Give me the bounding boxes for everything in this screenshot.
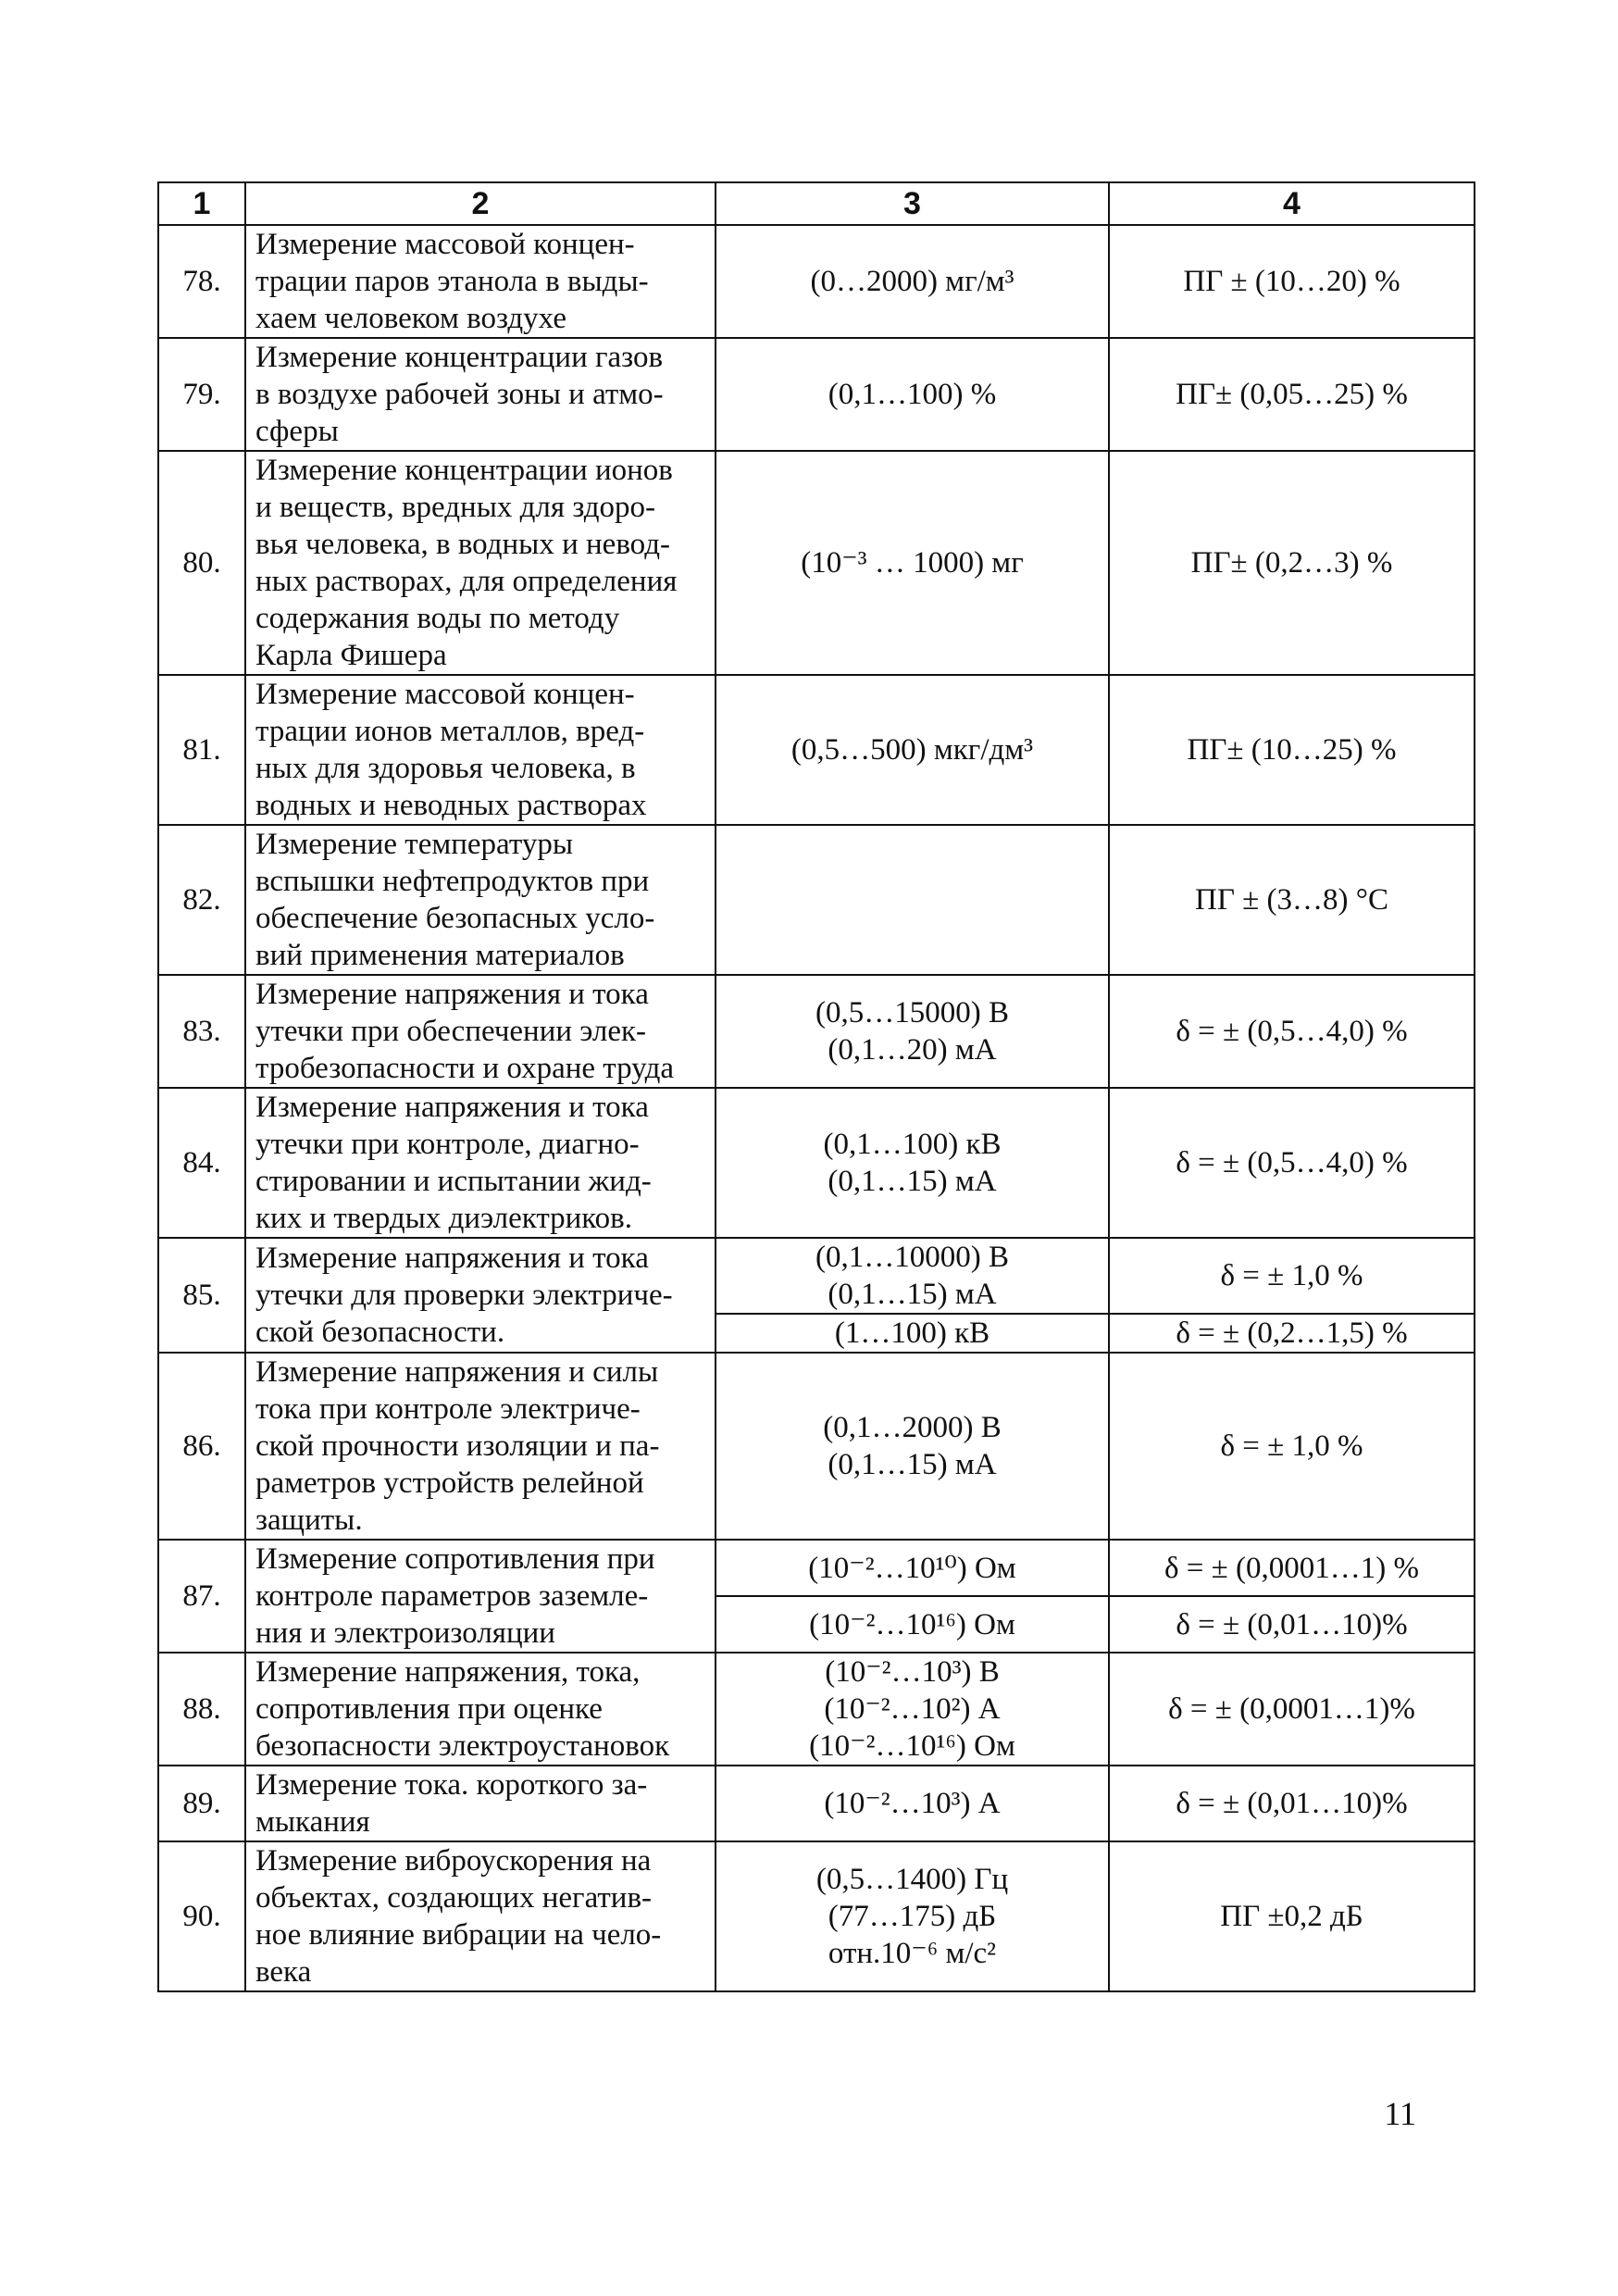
table-row — [158, 1766, 1475, 1841]
description-line: ния и электроизоляции — [255, 1616, 555, 1650]
description-line: века — [255, 1955, 312, 1989]
measurement-description — [245, 1841, 716, 1991]
measurement-accuracy: ПГ± (0,2…3) % — [1109, 451, 1475, 675]
measurement-range — [716, 225, 1109, 338]
measurement-description — [245, 1353, 716, 1540]
measurement-range — [716, 1314, 1109, 1353]
range-line: (10⁻²…10³) А — [824, 1787, 1001, 1820]
measurement-accuracy: ПГ ± (10…20) % — [1109, 225, 1475, 338]
table-row — [158, 338, 1475, 451]
range-line: (0,1…20) мА — [828, 1033, 997, 1067]
range-line: (10⁻²…10¹⁶) Ом — [809, 1607, 1015, 1641]
measurement-description — [245, 1540, 716, 1653]
measurement-range — [716, 1766, 1109, 1841]
measurement-range — [716, 675, 1109, 825]
range-line: (10⁻²…10²) А — [824, 1692, 1001, 1726]
range-line: (0,1…15) мА — [828, 1448, 997, 1481]
measurement-accuracy: δ = ± (0,0001…1) % — [1109, 1540, 1475, 1596]
description-line: сферы — [255, 415, 339, 448]
measurement-range — [716, 1841, 1109, 1991]
range-line: (0,1…15) мА — [828, 1278, 997, 1311]
row-number: 87. — [158, 1540, 245, 1653]
table-row — [158, 1841, 1475, 1991]
measurement-accuracy: δ = ± 1,0 % — [1109, 1238, 1475, 1314]
range-line: (1…100) кВ — [834, 1316, 990, 1350]
measurement-description — [245, 1088, 716, 1238]
range-line: (0,1…2000) В — [823, 1411, 1002, 1444]
description-line: тробезопасности и охране труда — [255, 1052, 675, 1085]
header-col-4: 4 — [1109, 182, 1475, 225]
description-line: водных и неводных растворах — [255, 789, 647, 822]
table-row — [158, 1238, 1475, 1314]
description-line: раметров устройств релейной — [255, 1466, 644, 1500]
measurement-range — [716, 1540, 1109, 1596]
range-line: (0,1…15) мА — [828, 1165, 997, 1198]
description-line: Измерение тока. короткого за- — [255, 1768, 648, 1802]
table-row — [158, 1088, 1475, 1238]
measurement-description — [245, 225, 716, 338]
row-number: 89. — [158, 1766, 245, 1841]
table-body — [158, 225, 1475, 1991]
range-line: (0…2000) мг/м³ — [810, 265, 1014, 298]
description-line: Измерение напряжения и тока — [255, 1091, 649, 1124]
row-number: 90. — [158, 1841, 245, 1991]
range-line: (10⁻²…10¹⁶) Ом — [809, 1729, 1015, 1763]
description-line: хаем человеком воздухе — [255, 302, 567, 335]
description-line: Измерение массовой концен- — [255, 678, 635, 711]
range-line: (0,1…100) кВ — [823, 1128, 1002, 1161]
header-col-3: 3 — [716, 182, 1109, 225]
range-line: (0,5…1400) Гц — [815, 1863, 1009, 1896]
row-number: 82. — [158, 825, 245, 975]
description-line: ской прочности изоляции и па- — [255, 1429, 660, 1463]
description-line: Измерение температуры — [255, 828, 574, 861]
description-line: Измерение напряжения и тока — [255, 1242, 649, 1275]
description-line: Измерение массовой концен- — [255, 228, 635, 261]
description-line: утечки при контроле, диагно- — [255, 1128, 640, 1161]
page-number: 11 — [1384, 2095, 1416, 2132]
row-number: 85. — [158, 1238, 245, 1353]
description-line: стировании и испытании жид- — [255, 1165, 652, 1198]
description-line: содержания воды по методу — [255, 602, 620, 635]
measurement-accuracy: ПГ± (10…25) % — [1109, 675, 1475, 825]
description-line: обеспечение безопасных усло- — [255, 902, 655, 935]
measurement-accuracy: ПГ ±0,2 дБ — [1109, 1841, 1475, 1991]
description-line: Измерение концентрации газов — [255, 341, 664, 374]
header-col-2: 2 — [245, 182, 716, 225]
table-row — [158, 1653, 1475, 1766]
description-line: Измерение виброускорения на — [255, 1844, 652, 1878]
description-line: ких и твердых диэлектриков. — [255, 1202, 632, 1235]
description-line: утечки при обеспечении элек- — [255, 1015, 646, 1048]
table-row — [158, 975, 1475, 1088]
range-line: (0,1…10000) В — [815, 1241, 1009, 1274]
measurement-description — [245, 975, 716, 1088]
range-line: (0,5…15000) В — [815, 996, 1009, 1029]
measurement-range — [716, 338, 1109, 451]
measurement-accuracy: δ = ± (0,01…10)% — [1109, 1766, 1475, 1841]
measurement-range — [716, 1353, 1109, 1540]
description-line: ное влияние вибрации на чело- — [255, 1918, 662, 1952]
measurement-accuracy: δ = ± (0,01…10)% — [1109, 1596, 1475, 1653]
description-line: Измерение напряжения и тока — [255, 978, 649, 1011]
range-line: (10⁻²…10¹⁰) Ом — [808, 1551, 1016, 1585]
range-line: отн.10⁻⁶ м/с² — [828, 1937, 997, 1970]
description-line: Измерение концентрации ионов — [255, 454, 673, 487]
range-line: (77…175) дБ — [828, 1900, 997, 1933]
measurement-accuracy: ПГ ± (3…8) °С — [1109, 825, 1475, 975]
range-line: (10⁻²…10³) В — [825, 1655, 1000, 1689]
description-line: Измерение напряжения и силы — [255, 1355, 659, 1389]
description-line: защиты. — [255, 1504, 363, 1537]
range-line: (0,1…100) % — [828, 378, 997, 411]
measurement-range — [716, 975, 1109, 1088]
measurement-description — [245, 825, 716, 975]
measurement-accuracy: δ = ± (0,2…1,5) % — [1109, 1314, 1475, 1353]
description-line: в воздухе рабочей зоны и атмо- — [255, 378, 664, 411]
description-line: утечки для проверки электриче- — [255, 1279, 673, 1312]
table-row — [158, 675, 1475, 825]
measurement-accuracy: δ = ± (0,0001…1)% — [1109, 1653, 1475, 1766]
description-line: объектах, создающих негатив- — [255, 1881, 653, 1915]
description-line: Карла Фишера — [255, 639, 447, 672]
measurement-description — [245, 1238, 716, 1353]
row-number: 84. — [158, 1088, 245, 1238]
measurement-accuracy: δ = ± (0,5…4,0) % — [1109, 975, 1475, 1088]
measurement-range — [716, 1596, 1109, 1653]
description-line: трации ионов металлов, вред- — [255, 715, 645, 748]
description-line: мыкания — [255, 1805, 370, 1839]
row-number: 88. — [158, 1653, 245, 1766]
table-row — [158, 225, 1475, 338]
measurement-accuracy: δ = ± (0,5…4,0) % — [1109, 1088, 1475, 1238]
table-row — [158, 451, 1475, 675]
measurement-description — [245, 675, 716, 825]
measurement-range — [716, 825, 1109, 975]
table-row — [158, 825, 1475, 975]
measurement-range — [716, 1238, 1109, 1314]
table-row — [158, 1540, 1475, 1596]
measurement-accuracy: ПГ± (0,05…25) % — [1109, 338, 1475, 451]
measurement-description — [245, 451, 716, 675]
measurement-description — [245, 338, 716, 451]
row-number: 81. — [158, 675, 245, 825]
measurement-description — [245, 1766, 716, 1841]
measurement-table — [157, 181, 1475, 1992]
description-line: вий применения материалов — [255, 939, 625, 972]
measurement-range — [716, 1653, 1109, 1766]
row-number: 79. — [158, 338, 245, 451]
description-line: тока при контроле электриче- — [255, 1392, 641, 1426]
description-line: ных для здоровья человека, в — [255, 752, 636, 785]
description-line: контроле параметров заземле- — [255, 1579, 649, 1613]
description-line: безопасности электроустановок — [255, 1729, 670, 1763]
description-line: и веществ, вредных для здоро- — [255, 491, 656, 524]
description-line: ской безопасности. — [255, 1316, 505, 1349]
row-number: 83. — [158, 975, 245, 1088]
row-number: 86. — [158, 1353, 245, 1540]
row-number: 78. — [158, 225, 245, 338]
range-line: (10⁻³ … 1000) мг — [801, 546, 1024, 580]
description-line: ных растворах, для определения — [255, 565, 678, 598]
table-header-row — [158, 182, 1475, 225]
table-row — [158, 1353, 1475, 1540]
measurement-description — [245, 1653, 716, 1766]
header-col-1: 1 — [158, 182, 245, 225]
row-number: 80. — [158, 451, 245, 675]
description-line: вья человека, в водных и невод- — [255, 528, 670, 561]
measurement-range — [716, 451, 1109, 675]
description-line: вспышки нефтепродуктов при — [255, 865, 650, 898]
description-line: Измерение сопротивления при — [255, 1542, 655, 1576]
measurement-range — [716, 1088, 1109, 1238]
range-line: (0,5…500) мкг/дм³ — [790, 733, 1034, 767]
description-line: трации паров этанола в выды- — [255, 265, 649, 298]
description-line: Измерение напряжения, тока, — [255, 1655, 641, 1689]
measurement-accuracy: δ = ± 1,0 % — [1109, 1353, 1475, 1540]
description-line: сопротивления при оценке — [255, 1692, 603, 1726]
